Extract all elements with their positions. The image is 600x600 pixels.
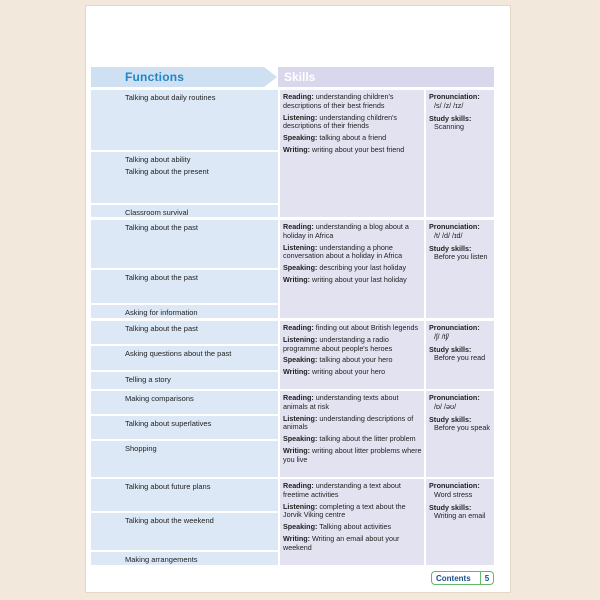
function-cell	[91, 220, 278, 268]
page-number: 5	[480, 572, 493, 584]
pronunciation-block	[426, 391, 494, 477]
function-cell	[91, 321, 278, 344]
listening-line: Listening: understanding children's descriptions of their friends	[283, 112, 398, 131]
listening-line: Listening: understanding a radio programme about people's heroes	[283, 334, 393, 353]
function-label: Classroom survival	[125, 208, 189, 217]
pronunciation-value: /ʃ/ /tʃ/	[434, 331, 450, 341]
reading-line: Reading: understanding a text about freetime activities	[283, 481, 401, 499]
contents-label: Contents	[436, 573, 471, 583]
function-label: Making comparisons	[125, 394, 194, 403]
listening-line: Listening: understanding a phone conversation about a holiday in Africa	[283, 242, 403, 261]
function-cell	[91, 205, 278, 217]
function-cell	[91, 270, 278, 303]
reading-line: Reading: finding out about British legends	[283, 323, 419, 332]
function-label: Talking about the past	[125, 273, 198, 282]
pronunciation-label: Pronunciation:	[429, 393, 480, 402]
pronunciation-label: Pronunciation:	[429, 323, 480, 332]
pronunciation-value: Word stress	[434, 489, 473, 499]
speaking-line: Speaking: talking about your hero	[283, 355, 393, 365]
study-skills-value: Before you listen	[434, 252, 488, 262]
study-skills-value: Scanning	[434, 122, 464, 132]
function-label: Talking about the past	[125, 324, 198, 333]
function-label: Asking for information	[125, 308, 198, 317]
function-label: Talking about future plans	[125, 482, 211, 491]
function-cell	[91, 479, 278, 511]
study-skills-label: Study skills:	[429, 344, 472, 354]
function-label: Talking about superlatives	[125, 419, 212, 428]
skills-block	[280, 220, 424, 318]
pronunciation-label: Pronunciation:	[429, 92, 480, 101]
pronunciation-block	[426, 90, 494, 217]
speaking-line: Speaking: talking about a friend	[283, 133, 387, 143]
function-cell	[91, 416, 278, 439]
function-label: Talking about ability	[125, 155, 191, 164]
writing-line: Writing: writing about litter problems where you live	[283, 445, 422, 464]
function-cell	[91, 441, 278, 477]
pronunciation-value: /ɒ/ /əʊ/	[434, 401, 457, 411]
study-skills-value: Before you read	[434, 353, 486, 363]
skills-block	[280, 479, 424, 565]
listening-line: Listening: completing a text about the Jorvik Viking centre	[283, 501, 406, 520]
writing-line: Writing: writing about your best friend	[283, 144, 405, 154]
function-cell	[91, 372, 278, 389]
function-label: Talking about the present	[125, 167, 209, 176]
functions-header: Functions	[91, 67, 264, 87]
pronunciation-value: /s/ /z/ /ɪz/	[434, 100, 464, 110]
function-cell	[91, 552, 278, 565]
writing-line: Writing: Writing an email about your weekend	[283, 533, 400, 552]
study-skills-label: Study skills:	[429, 113, 472, 123]
pronunciation-block	[426, 321, 494, 389]
reading-line: Reading: understanding texts about animals at risk	[283, 393, 399, 411]
study-skills-value: Writing an email	[434, 511, 486, 521]
function-label: Talking about daily routines	[125, 93, 216, 102]
listening-line: Listening: understanding descriptions of animals	[283, 413, 414, 432]
function-cell	[91, 513, 278, 550]
study-skills-label: Study skills:	[429, 243, 472, 253]
reading-line: Reading: understanding children's descriptions of their best friends	[283, 92, 394, 110]
pronunciation-label: Pronunciation:	[429, 481, 480, 490]
function-cell	[91, 391, 278, 414]
function-cell	[91, 346, 278, 370]
function-cell	[91, 152, 278, 203]
study-skills-label: Study skills:	[429, 502, 472, 512]
pronunciation-value: /t/ /d/ /ɪd/	[434, 230, 463, 240]
reading-line: Reading: understanding a blog about a holiday in Africa	[283, 222, 409, 240]
function-label: Talking about the weekend	[125, 516, 214, 525]
skills-block	[280, 391, 424, 477]
writing-line: Writing: writing about your last holiday	[283, 274, 407, 284]
skills-block	[280, 321, 424, 389]
function-label: Asking questions about the past	[125, 349, 232, 358]
skills-block	[280, 90, 424, 217]
contents-link[interactable]	[431, 571, 494, 585]
pronunciation-block	[426, 479, 494, 565]
pronunciation-label: Pronunciation:	[429, 222, 480, 231]
function-label: Telling a story	[125, 375, 171, 384]
speaking-line: Speaking: talking about the litter problem	[283, 434, 416, 444]
function-label: Talking about the past	[125, 223, 198, 232]
study-skills-value: Before you speak	[434, 423, 490, 433]
speaking-line: Speaking: describing your last holiday	[283, 263, 407, 273]
skills-header: Skills	[278, 67, 494, 87]
speaking-line: Speaking: Talking about activities	[283, 522, 392, 532]
function-label: Making arrangements	[125, 555, 198, 564]
function-cell	[91, 90, 278, 150]
pronunciation-block	[426, 220, 494, 318]
function-cell	[91, 305, 278, 318]
functions-header-arrow	[264, 67, 277, 87]
study-skills-label: Study skills:	[429, 414, 472, 424]
function-label: Shopping	[125, 444, 157, 453]
writing-line: Writing: writing about your hero	[283, 367, 386, 377]
